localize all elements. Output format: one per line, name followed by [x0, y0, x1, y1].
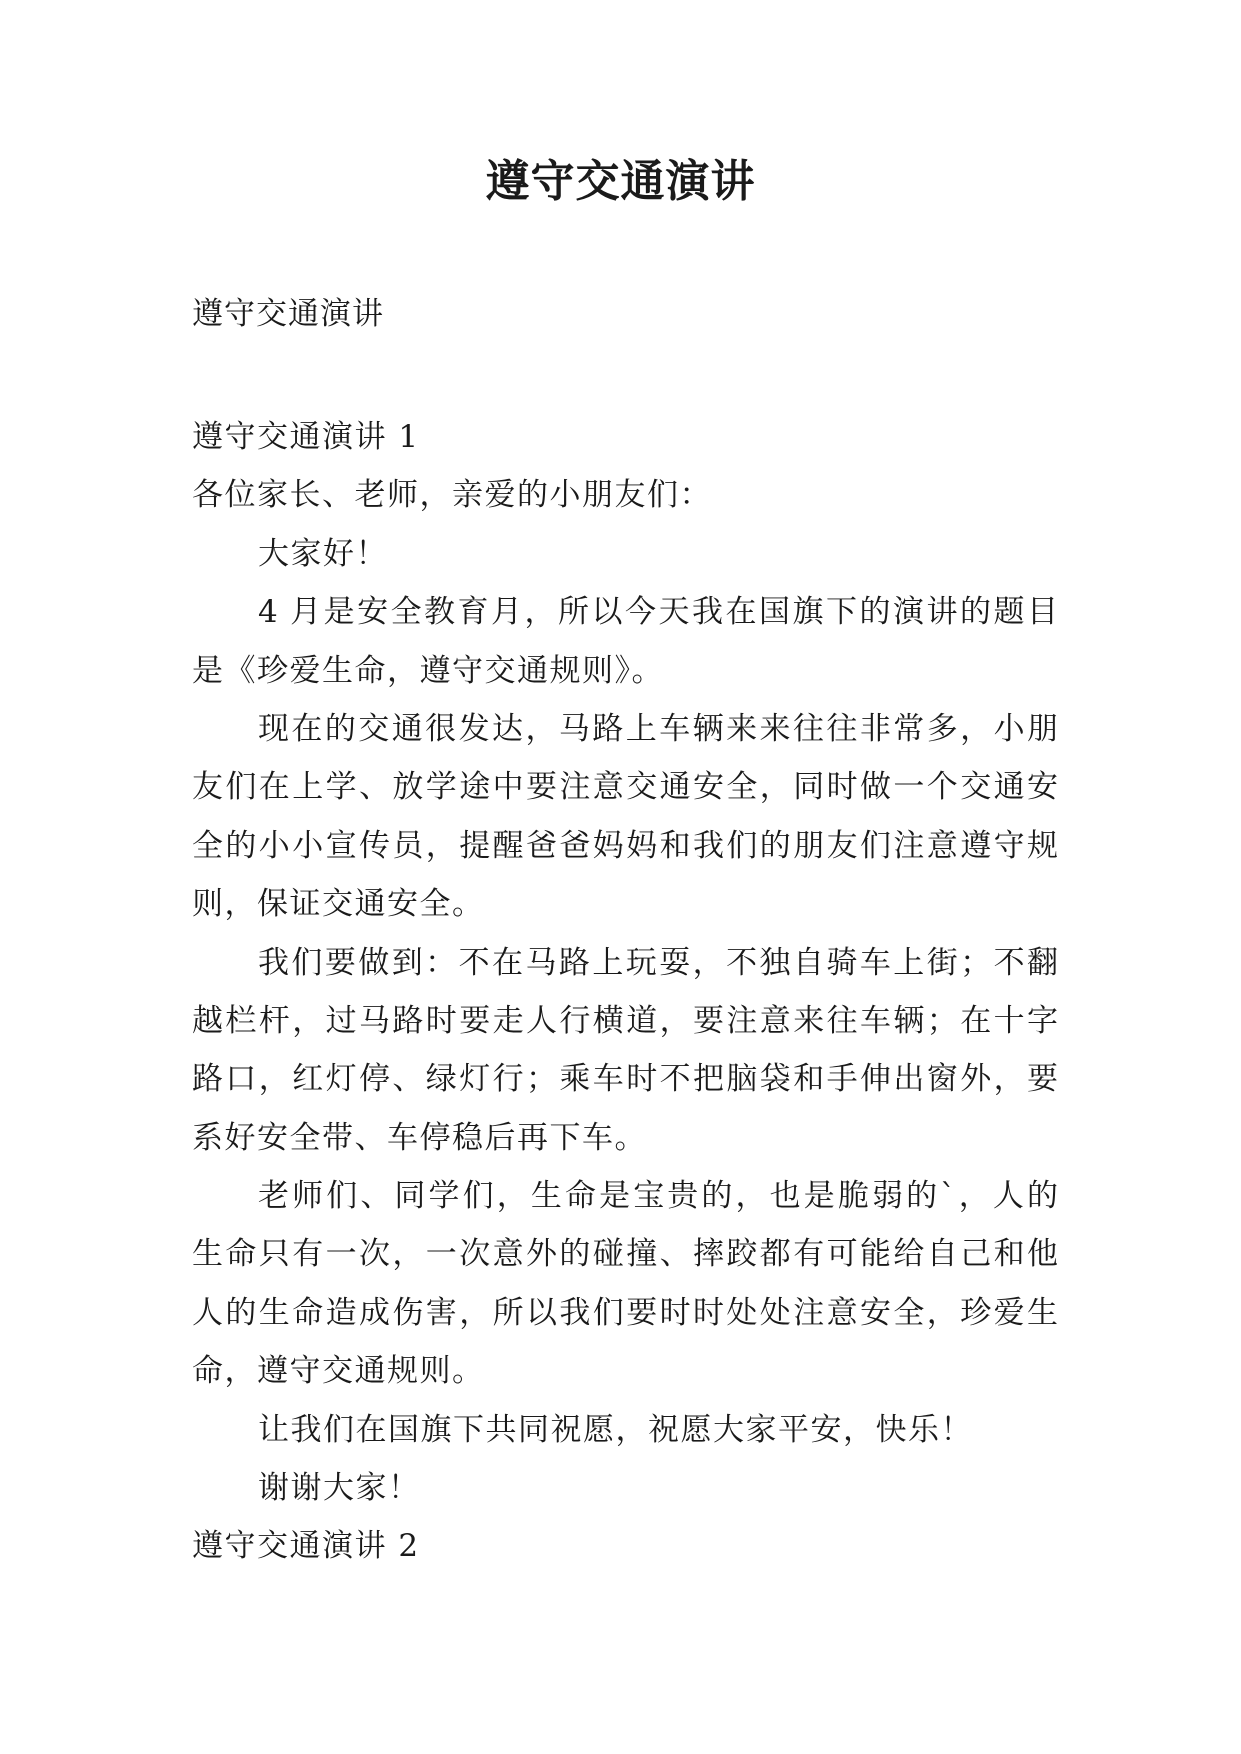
text-line: 路口，红灯停、绿灯行；乘车时不把脑袋和手伸出窗外，要 — [192, 1061, 1058, 1098]
text-line: 则，保证交通安全。 — [192, 886, 485, 923]
text-line: 命，遵守交通规则。 — [192, 1353, 485, 1390]
text-line: 现在的交通很发达，马路上车辆来来往往非常多，小朋 — [258, 710, 1058, 747]
text-line: 全的小小宣传员，提醒爸爸妈妈和我们的朋友们注意遵守规 — [192, 827, 1058, 864]
text-line: 让我们在国旗下共同祝愿，祝愿大家平安，快乐！ — [258, 1411, 973, 1448]
text-line: 我们要做到：不在马路上玩耍，不独自骑车上街；不翻 — [258, 944, 1058, 981]
text-line: 4 月是安全教育月，所以今天我在国旗下的演讲的题目 — [258, 594, 1058, 631]
text-line: 老师们、同学们，生命是宝贵的，也是脆弱的`，人的 — [258, 1178, 1058, 1215]
text-line: 遵守交通演讲 1 — [192, 419, 420, 455]
text-line: 生命只有一次，一次意外的碰撞、摔跤都有可能给自己和他 — [192, 1236, 1058, 1273]
text-line: 遵守交通演讲 2 — [192, 1528, 420, 1565]
text-line: 越栏杆，过马路时要走人行横道，要注意来往车辆；在十字 — [192, 1002, 1058, 1039]
text-line: 系好安全带、车停稳后再下车。 — [192, 1119, 647, 1156]
text-line: 谢谢大家！ — [258, 1470, 421, 1507]
document-heading: 遵守交通演讲 — [192, 296, 384, 332]
text-line: 各位家长、老师，亲爱的小朋友们： — [192, 477, 712, 514]
text-line: 大家好！ — [258, 535, 388, 572]
page-title: 遵守交通演讲 — [485, 156, 756, 207]
text-line: 友们在上学、放学途中要注意交通安全，同时做一个交通安 — [192, 769, 1058, 806]
text-line: 是《珍爱生命，遵守交通规则》。 — [192, 652, 664, 689]
document-body — [192, 408, 1058, 1576]
text-line: 人的生命造成伤害，所以我们要时时处处注意安全，珍爱生 — [192, 1294, 1058, 1331]
